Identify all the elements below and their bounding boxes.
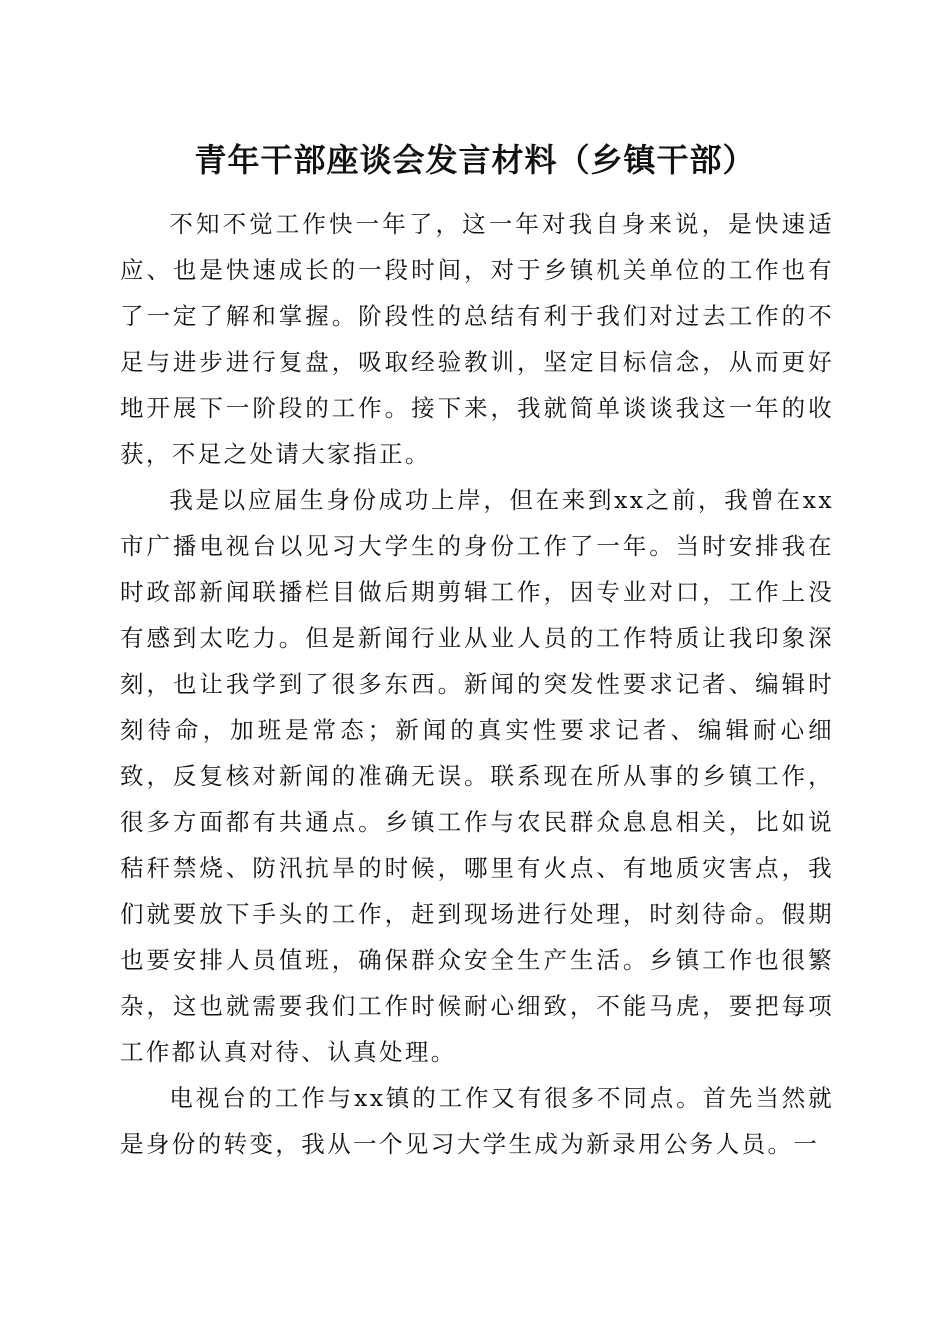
paragraph-3: 电视台的工作与xx镇的工作又有很多不同点。首先当然就是身份的转变，我从一个见习大学生成为新录用公务人员。一 xyxy=(120,1084,834,1158)
paragraph-2: 我是以应届生身份成功上岸，但在来到xx之前，我曾在xx市广播电视台以见习大学生的身份工作了一年。当时安排我在时政部新闻联播栏目做后期剪辑工作，因专业对口，工作上没有感到太吃力。但是新闻行业从业人员的工作特质让我印象深刻，也让我学到了很多东西。新闻的突发性要求记者、编辑时刻待命，加班是常态；新闻的真实性要求记者、编辑耐心细致，反复核对新闻的准确无误。联系现在所从事的乡镇工作，很多方面都有共通点。乡镇工作与农民群众息息相关，比如说秸秆禁烧、防汛抗旱的时候，哪里有火点、有地质灾害点，我们就要放下手头的工作，赶到现场进行处理，时刻待命。假期也要安排人员值班，确保群众安全生产生活。乡镇工作也很繁杂，这也就需要我们工作时候耐心细致，不能马虎，要把每项工作都认真对待、认真处理。 xyxy=(120,486,834,1066)
document-title: 青年干部座谈会发言材料（乡镇干部） xyxy=(194,141,756,179)
paragraph-1: 不知不觉工作快一年了，这一年对我自身来说，是快速适应、也是快速成长的一段时间，对于乡镇机关单位的工作也有了一定了解和掌握。阶段性的总结有利于我们对过去工作的不足与进步进行复盘，吸取经验教训，坚定目标信念，从而更好地开展下一阶段的工作。接下来，我就简单谈谈我这一年的收获，不足之处请大家指正。 xyxy=(120,210,834,468)
document-body xyxy=(120,201,834,1167)
